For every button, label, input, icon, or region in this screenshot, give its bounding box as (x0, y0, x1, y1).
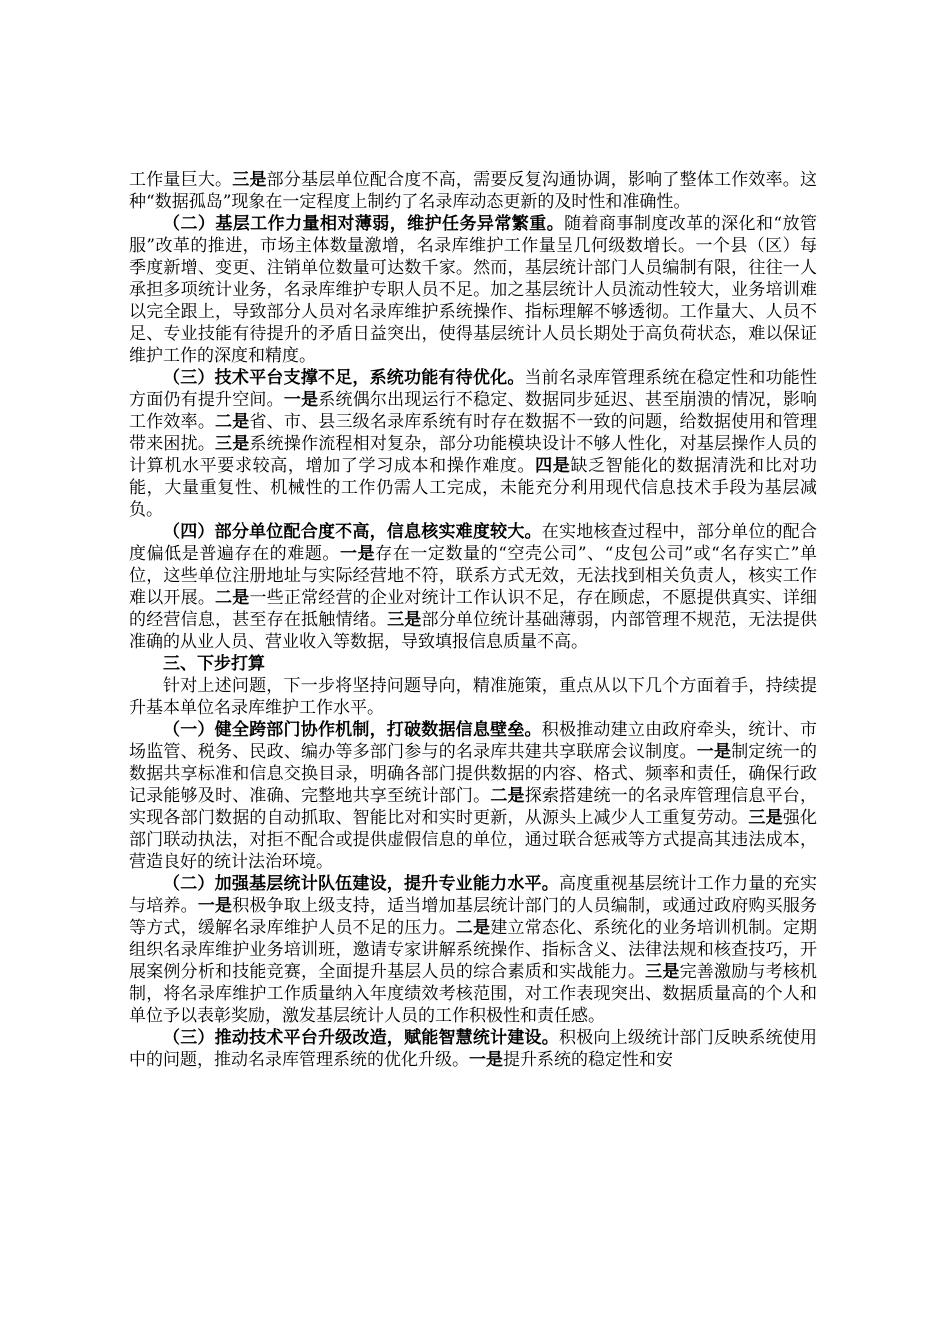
emphasis-marker: 一是 (696, 742, 732, 762)
body-text: 强化部门联动执法，对拒不配合或提供虚假信息的单位，通过联合惩戒等方式提高其违法成本，营造良好的统计法治环境。 (129, 808, 818, 872)
emphasis-marker: 三是 (387, 610, 422, 630)
body-text: 随着商事制度改革的深化和“放管服”改革的推进，市场主体数量激增，名录库维护工作量呈几何级数增长。一个县（区）每季度新增、变更、注销单位数量可达数千家。然而，基层统计部门人员编制有限，往往一人承担多项统计业务，名录库维护专职人员不足。加之基层统计人员流动性较大，业务培训难以完全跟上，导致部分人员对名录库维护系统操作、指标理解不够透彻。工作量大、人员不足、专业技能有待提升的矛盾日益突出，使得基层统计人员长期处于高负荷状态，难以保证维护工作的深度和精度。 (129, 214, 817, 366)
body-text: 部分单位统计基础薄弱，内部管理不规范，无法提供准确的从业人员、营业收入等数据，导致填报信息质量不高。 (129, 610, 818, 652)
subheading: （二）加强基层统计队伍建设，提升专业能力水平。 (163, 874, 559, 894)
emphasis-marker: 三是 (232, 170, 267, 190)
body-text: 积极推动建立由政府牵头，统计、市场监管、税务、民政、编办等多部门参与的名录库共建共享联席会议制度。 (129, 720, 818, 762)
emphasis-marker: 二是 (215, 588, 250, 608)
section-title: 三、下步打算 (163, 654, 265, 674)
body-text: 工作量巨大。 (129, 170, 233, 190)
body-text: 存在一定数量的“空壳公司”、“皮包公司”或“名存实亡”单位，这些单位注册地址与实际经营地不符，联系方式无效，无法找到相关负责人，核实工作难以开展。 (129, 544, 818, 608)
emphasis-marker: 二是 (455, 918, 491, 938)
subheading: （三）推动技术平台升级改造，赋能智慧统计建设。 (163, 1028, 559, 1048)
emphasis-marker: 二是 (215, 412, 250, 432)
emphasis-marker: 三是 (748, 808, 783, 828)
body-text: 当前名录库管理系统在稳定性和功能性方面仍有提升空间。 (129, 368, 818, 410)
emphasis-marker: 一是 (339, 544, 376, 564)
body-text: 积极争取上级支持，适当增加基层统计部门的人员编制，或通过政府购买服务等方式，缓解名录库维护人员不足的压力。 (129, 896, 818, 938)
paragraph-3-2 (129, 873, 817, 1027)
paragraph-continuation (129, 169, 817, 213)
subheading: （二）基层工作力量相对薄弱，维护任务异常繁重。 (163, 214, 565, 234)
emphasis-marker: 三是 (215, 434, 250, 454)
paragraph-2-3 (129, 367, 817, 521)
paragraph-2-2 (129, 213, 817, 367)
emphasis-marker: 四是 (535, 456, 571, 476)
body-text: 部分基层单位配合度不高，需要反复沟通协调，影响了整体工作效率。这种“数据孤岛”现象在一定程度上制约了名录库动态更新的及时性和准确性。 (129, 170, 818, 212)
emphasis-marker: 一是 (469, 1050, 503, 1070)
subheading: （四）部分单位配合度不高，信息核实难度较大。 (163, 522, 542, 542)
body-text: 在实地核查过程中，部分单位的配合度偏低是普遍存在的难题。 (129, 522, 818, 564)
body-text: 探索搭建统一的名录库管理信息平台，实现各部门数据的自动抓取、智能比对和实时更新，从源头上减少人工重复劳动。 (129, 786, 818, 828)
emphasis-marker: 二是 (490, 786, 525, 806)
subheading: （三）技术平台支撑不足，系统功能有待优化。 (163, 368, 525, 388)
body-text: 一些正常经营的企业对统计工作认识不足，存在顾虑，不愿提供真实、详细的经营信息，甚至存在抵触情绪。 (129, 588, 818, 630)
emphasis-marker: 一是 (283, 390, 319, 410)
body-text: 系统偶尔出现运行不稳定、数据同步延迟、甚至崩溃的情况，影响工作效率。 (129, 390, 818, 432)
body-text: 系统操作流程相对复杂，部分功能模块设计不够人性化，对基层操作人员的计算机水平要求较高，增加了学习成本和操作难度。 (129, 434, 818, 476)
body-text: 省、市、县三级名录库系统有时存在数据不一致的问题，给数据使用和管理带来困扰。 (129, 412, 818, 454)
document-page (129, 169, 817, 1071)
body-text: 建立常态化、系统化的业务培训机制。定期组织名录库维护业务培训班，邀请专家讲解系统操作、指标含义、法律法规和核查技巧，开展案例分析和技能竞赛，全面提升基层人员的综合素质和实战能力。 (129, 918, 818, 982)
subheading: （一）健全跨部门协作机制，打破数据信息壁垒。 (163, 720, 542, 740)
paragraph-3-1 (129, 719, 817, 873)
body-text: 完善激励与考核机制，将名录库维护工作质量纳入年度绩效考核范围，对工作表现突出、数据质量高的个人和单位予以表彰奖励，激发基层统计人员的工作积极性和责任感。 (129, 962, 818, 1026)
paragraph-intro: 针对上述问题，下一步将坚持问题导向，精准施策，重点从以下几个方面着手，持续提升基本单位名录库维护工作水平。 (129, 676, 817, 718)
paragraph-3-3 (129, 1027, 817, 1071)
body-text: 制定统一的数据共享标准和信息交换目录，明确各部门提供数据的内容、格式、频率和责任，确保行政记录能够及时、准确、完整地共享至统计部门。 (129, 742, 818, 806)
emphasis-marker: 一是 (197, 896, 233, 916)
body-text: 提升系统的稳定性和安 (503, 1050, 673, 1070)
paragraph-2-4 (129, 521, 817, 653)
emphasis-marker: 三是 (645, 962, 680, 982)
body-text: 高度重视基层统计工作力量的充实与培养。 (129, 874, 818, 916)
body-text: 缺乏智能化的数据清洗和比对功能，大量重复性、机械性的工作仍需人工完成，未能充分利用现代信息技术手段为基层减负。 (129, 456, 818, 520)
body-text: 积极向上级统计部门反映系统使用中的问题，推动名录库管理系统的优化升级。 (129, 1028, 818, 1070)
